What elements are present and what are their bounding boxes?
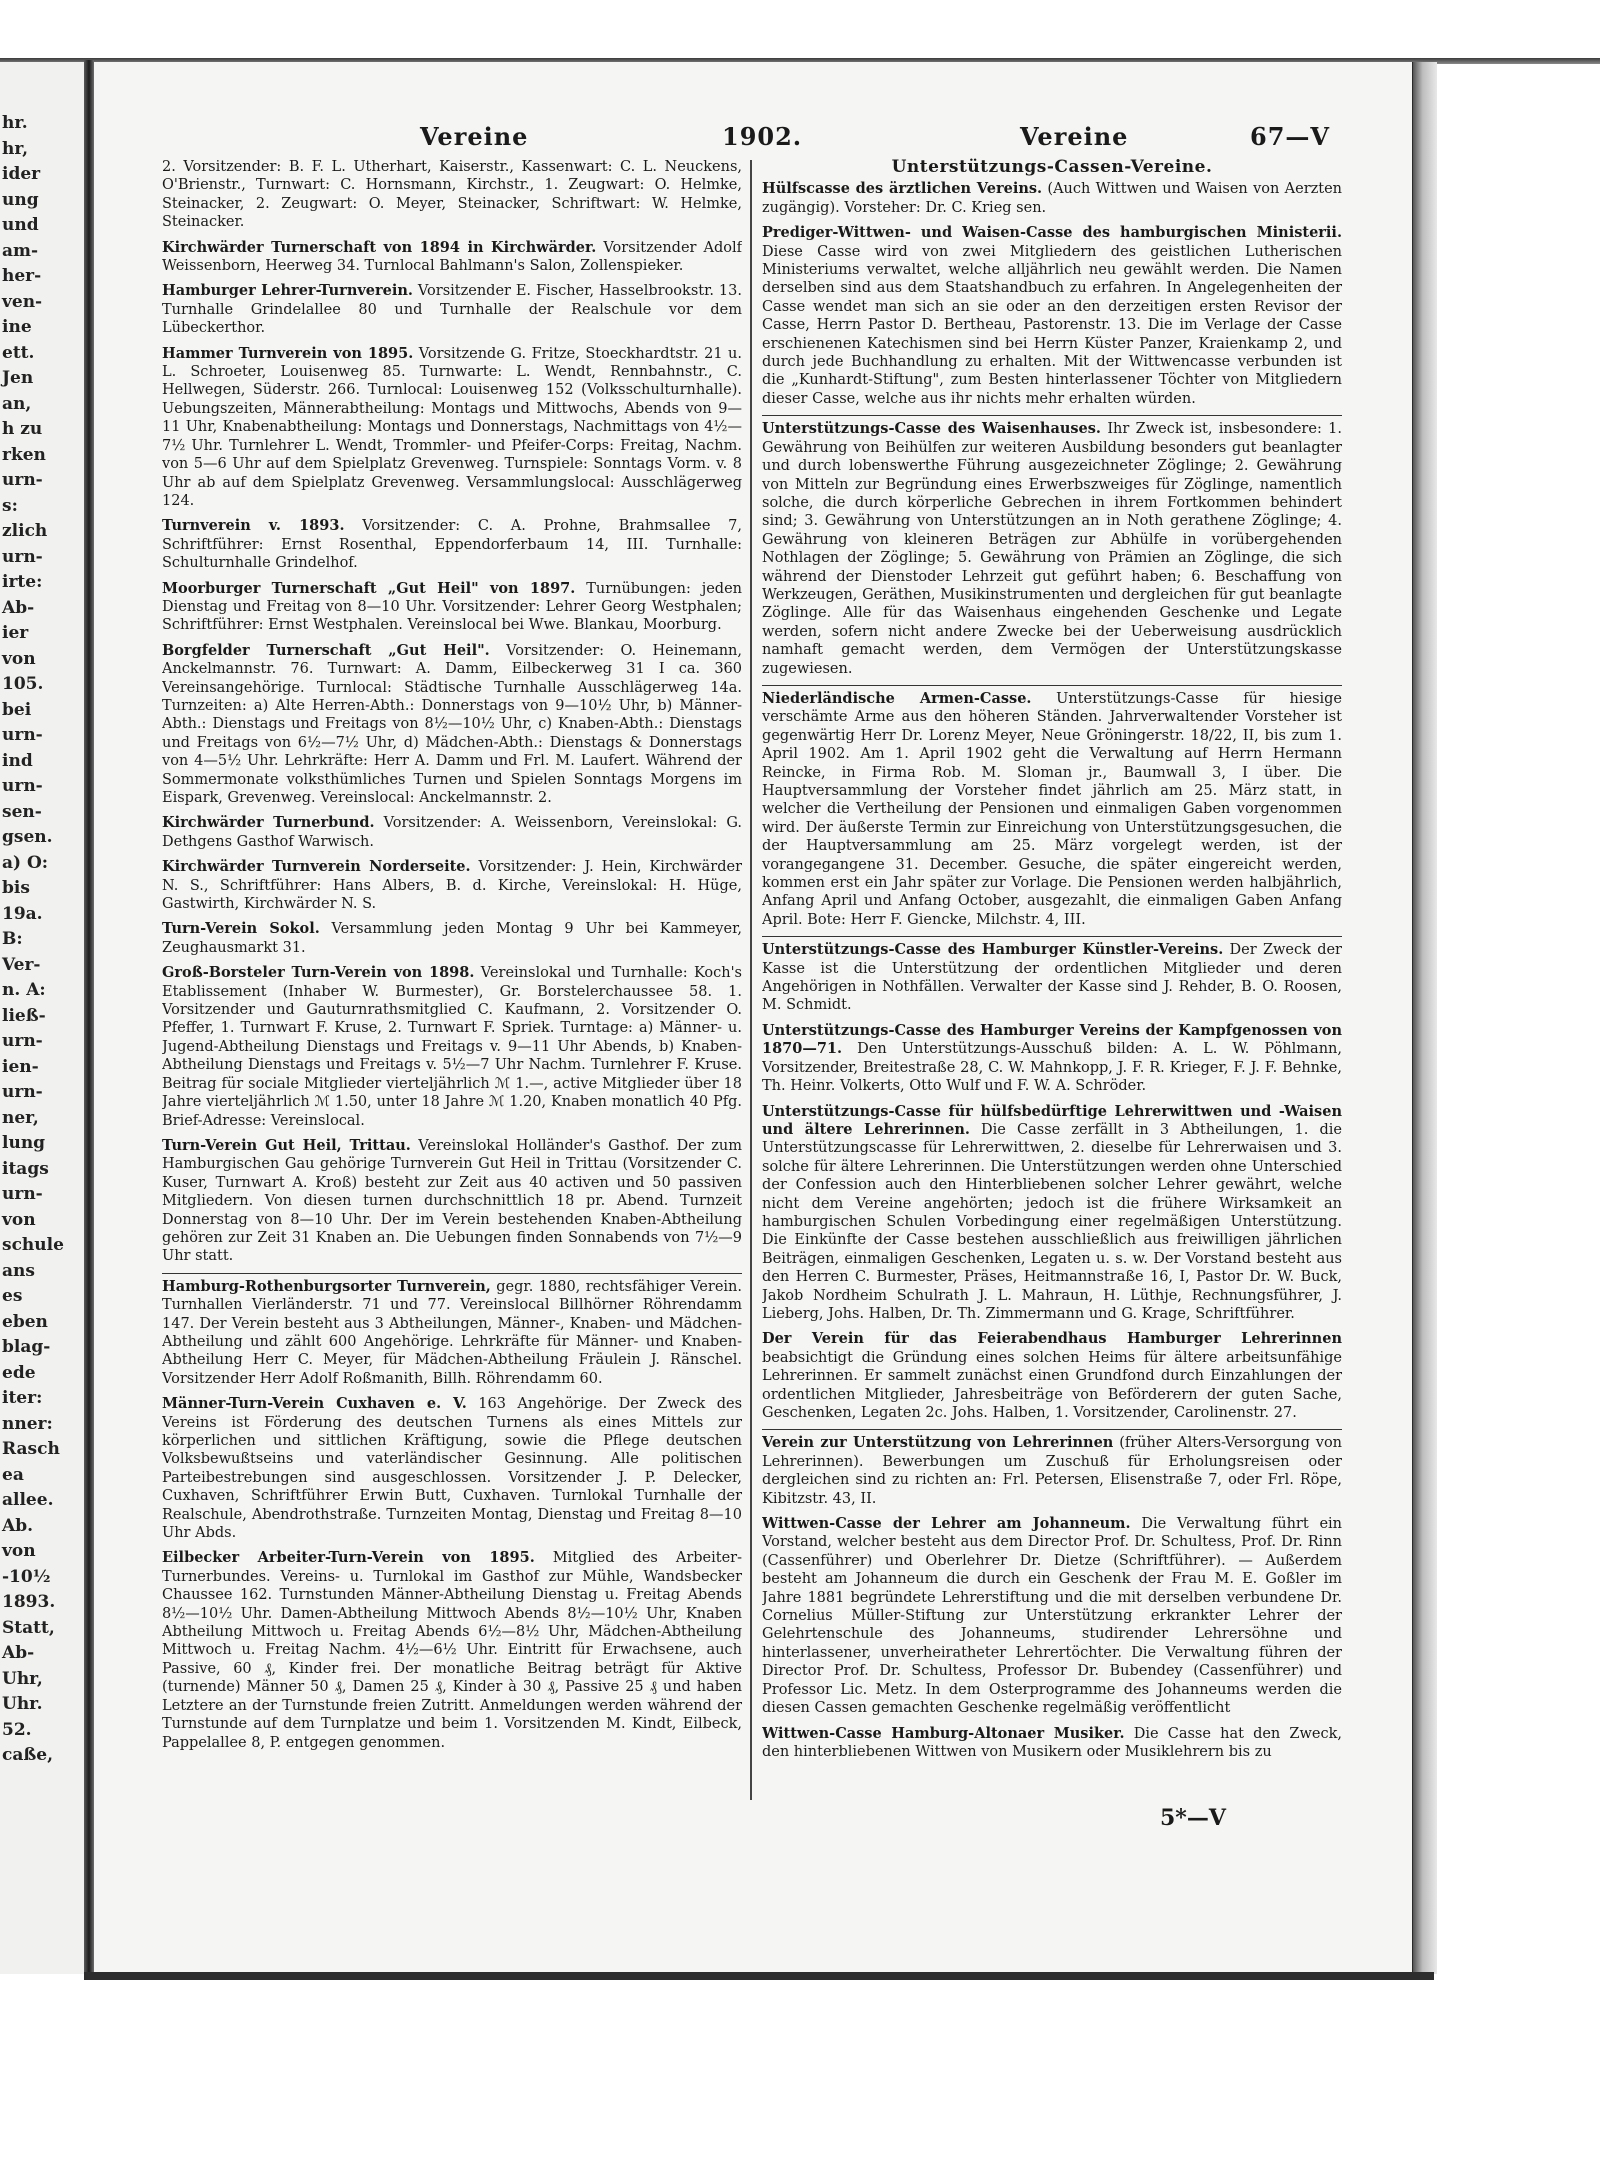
facing-page-fragment bbox=[0, 62, 84, 1974]
entry-title: Eilbecker Arbeiter-Turn-Verein von 1895. bbox=[162, 1549, 535, 1567]
facing-page-text-fragment: bei bbox=[2, 699, 32, 720]
facing-page-text-fragment: von bbox=[2, 648, 36, 669]
entry-text: (Auch Wittwen und Waisen von Aerzten zugängig). Vorsteher: Dr. C. Krieg sen. bbox=[762, 181, 1342, 216]
facing-page-text-fragment: blag- bbox=[2, 1337, 51, 1357]
entry bbox=[762, 1022, 1342, 1096]
facing-page-text-fragment: ven- bbox=[2, 291, 43, 312]
facing-page-text-fragment: Jen bbox=[2, 368, 34, 388]
entry-title: Turn-Verein Gut Heil, Trittau. bbox=[162, 1136, 411, 1154]
facing-page-text-fragment: nner: bbox=[2, 1413, 53, 1434]
entry bbox=[162, 1273, 742, 1388]
entry bbox=[162, 580, 742, 635]
entry-text: Vorsitzender: O. Heinemann, Anckelmannstr. 76. Turnwart: A. Damm, Eilbeckerweg 31 I ca. 360 Vereinsangehörige. Turnlocal: Städtische Turnhalle Ausschlägerweg 14a. Turnzeiten: a) Alte Herren-Abth.: Donnerstags von 9—10½ Uhr, b) Männer-Abth.: Dienstags und Freitags von 8½—10½ Uhr, c) Knaben-Abth.: Dienstags und Freitags von 6½—7½ Uhr, d) Mädchen-Abth.: Dienstags & Donnerstags von 4—5½ Uhr. Lehrkräfte: Herr A. Damm und Frl. M. Laufert. Während der Sommermonate volksthümliches Turnen und Spielen Sonntags Morgens im Eispark, Grevenweg. Vereinslocal: Anckelmannstr. 2. bbox=[162, 642, 742, 806]
facing-page-text-fragment: zlich bbox=[2, 521, 48, 541]
entry bbox=[762, 1103, 1342, 1324]
facing-page-text-fragment: an, bbox=[2, 393, 32, 414]
entry-title: Unterstützungs-Casse für hülfsbedürftige Lehrerwittwen und -Waisen und ältere Lehrerinnen. bbox=[762, 1102, 1342, 1138]
facing-page-text-fragment: caße, bbox=[2, 1745, 54, 1765]
entry bbox=[162, 964, 742, 1130]
facing-page-text-fragment: gsen. bbox=[2, 827, 53, 847]
entry-title: Hamburg-Rothenburgsorter Turnverein, bbox=[162, 1277, 491, 1295]
facing-page-text-fragment: 52. bbox=[2, 1719, 32, 1740]
entry-title: Niederländische Armen-Casse. bbox=[762, 689, 1032, 707]
section-title: Unterstützungs-Cassen-Vereine. bbox=[891, 158, 1213, 177]
facing-page-text-fragment: ung bbox=[2, 189, 39, 210]
book-spine bbox=[84, 60, 94, 1975]
entry-title: Turn-Verein Sokol. bbox=[162, 920, 320, 938]
entry-text: Vereinslokal und Turnhalle: Koch's Etablissement (Inhaber W. Burmester), Gr. Borstelerchaussee 58. 1. Vorsitzender und Gauturnrathsmitglied C. Kaufmann, 2. Vorsitzender O. Pfeffer, 1. Turnwart F. Kruse, 2. Turnwart F. Spriek. Turntage: a) Männer- u. Jugend-Abtheilung Dienstags und Freitags v. 9—11 Uhr Abends, b) Knaben-Abtheilung Dienstags und Freitags v. 5½—7 Uhr Nachm. Turnlehrer F. Kruse. Beitrag für sociale Mitglieder vierteljährlich ℳ 1.—, active Mitglieder über 18 Jahre vierteljährlich ℳ 1.50, unter 18 Jahre ℳ 1.20, Knaben monatlich 40 Pfg. Brief-Adresse: Vereinslocal. bbox=[162, 965, 742, 1129]
page-number: 67—V bbox=[1250, 122, 1331, 151]
facing-page-text-fragment: her- bbox=[2, 266, 42, 286]
running-head-year: 1902. bbox=[722, 122, 803, 151]
signature-mark: 5*—V bbox=[1160, 1805, 1226, 1831]
entry bbox=[162, 517, 742, 572]
entry bbox=[162, 1137, 742, 1266]
facing-page-text-fragment: h zu bbox=[2, 419, 43, 439]
facing-page-text-fragment: ett. bbox=[2, 342, 35, 363]
entry-text: Diese Casse wird von zwei Mitgliedern des geistlichen Lutherischen Ministeriums verwaltet, welche alljährlich neu gewählt werden. Die Namen derselben sind aus dem Staatshandbuch zu erfahren. In Angelegenheiten der Casse wendet man sich an sie oder an den derzeitigen ersten Revisor der Casse, Herrn Pastor D. Bertheau, Pastorenstr. 13. Die im Verlage der Casse erschienenen Katechismen sind bei Herrn Küster Panzer, Kraienkamp 2, und durch jede Buchhandlung zu erhalten. Mit der Wittwencasse verbunden ist die „Kunhardt-Stiftung", zum Besten hinterlassener Töchter von Mitgliedern dieser Casse, welche aus ihr nichts mehr erhalten würden. bbox=[762, 243, 1342, 407]
running-head-left: Vereine bbox=[420, 122, 529, 151]
facing-page-text-fragment: -10½ bbox=[2, 1566, 51, 1587]
facing-page-text-fragment: ede bbox=[2, 1362, 36, 1383]
entry-title: Kirchwärder Turnerschaft von 1894 in Kirchwärder. bbox=[162, 238, 597, 256]
entry-text: Unterstützungs-Casse für hiesige verschämte Arme aus den höheren Ständen. Jahrverwaltender Vorsteher ist gegenwärtig Herr Dr. Lorenz Meyer, Neue Gröningerstr. 18/22, II, bis zum 1. April 1902. Am 1. April 1902 geht die Verwaltung auf Herrn Hermann Reincke, in Firma Rob. M. Sloman jr., Baumwall 3, I über. Die Hauptversammlung der Vorsteher findet jährlich am 25. März statt, in welcher die Vertheilung der Pensionen und einmaligen Gaben vorgenommen wird. Der äußerste Termin zur Einreichung von Unterstützungsgesuchen, die der Hauptversammlung am 25. März vorgelegt werden, ist der vorangegangene 31. December. Gesuche, die später eingereicht werden, kommen erst ein Jahr später zur Vorlage. Die Pensionen werden halbjährlich, Anfang April und Anfang October, ausgezahlt, die einmaligen Gaben Anfang April. Bote: Herr F. Giencke, Milchstr. 4, III. bbox=[762, 690, 1342, 928]
facing-page-text-fragment: allee. bbox=[2, 1490, 54, 1510]
facing-page-text-fragment: sen- bbox=[2, 801, 42, 822]
entry-text: Versammlung jeden Montag 9 Uhr bei Kammeyer, Zeughausmarkt 31. bbox=[162, 921, 742, 956]
column-rule bbox=[750, 160, 752, 1800]
facing-page-text-fragment: a) O: bbox=[2, 852, 49, 873]
scan-background bbox=[0, 0, 1600, 62]
entry-title: Verein zur Unterstützung von Lehrerinnen bbox=[762, 1434, 1114, 1452]
facing-page-text-fragment: ner, bbox=[2, 1107, 39, 1128]
entry-title: Hülfscasse des ärztlichen Vereins. bbox=[762, 180, 1043, 198]
facing-page-text-fragment: bis bbox=[2, 878, 30, 898]
facing-page-text-fragment: von bbox=[2, 1209, 36, 1230]
entry bbox=[762, 1429, 1342, 1508]
entry-text: beabsichtigt die Gründung eines solchen Heims für ältere arbeitsunfähige Lehrerinnen. Er sammelt zunächst einen Grundfond durch Einzahlungen der ordentlichen Mitglieder, Jahresbeiträge von Beförderern der guten Sache, Geschenken, Legaten 2c. Johs. Halben, 1. Vorsitzender, Carolinenstr. 27. bbox=[762, 1349, 1342, 1421]
facing-page-text-fragment: urn- bbox=[2, 470, 43, 490]
entry-title: Kirchwärder Turnerbund. bbox=[162, 814, 375, 832]
facing-page-text-fragment: hr. bbox=[2, 113, 28, 133]
entry-title: Kirchwärder Turnverein Norderseite. bbox=[162, 858, 471, 876]
facing-page-text-fragment: ea bbox=[2, 1464, 24, 1485]
facing-page-text-fragment: schule bbox=[2, 1235, 64, 1255]
entry-text: Vorsitzender: A. Weissenborn, Vereinslokal: G. Dethgens Gasthof Warwisch. bbox=[162, 815, 742, 850]
entry-text: Mitglied des Arbeiter-Turnerbundes. Vereins- u. Turnlokal im Gasthof zur Mühle, Wandsbecker Chaussee 162. Turnstunden Männer-Abtheilung Dienstag u. Freitag Abends 8½—10½ Uhr. Damen-Abtheilung Mittwoch Abends 8½—10½ Uhr, Knaben Abtheilung Mittwoch u. Freitag Abends 6½—8½ Uhr, Mädchen-Abtheilung Mittwoch u. Freitag Nachm. 4½—6½ Uhr. Eintritt für Erwachsene, auch Passive, 60 ₰, Kinder frei. Der monatliche Beitrag beträgt für Aktive (turnende) Männer 50 ₰, Damen 25 ₰, Kinder à 30 ₰, Passive 25 ₰ und haben Letztere an der Turnstunde freien Zutritt. Anmeldungen werden während der Turnstunde auf dem Turnplatze und beim 1. Vorsitzenden M. Kindt, Eilbeck, Pappelallee 8, P. entgegen genommen. bbox=[162, 1550, 742, 1751]
facing-page-text-fragment: ließ- bbox=[2, 1005, 46, 1026]
facing-page-text-fragment: B: bbox=[2, 929, 23, 949]
facing-page-text-fragment: irte: bbox=[2, 572, 43, 592]
facing-page-text-fragment: ind bbox=[2, 750, 33, 771]
facing-page-text-fragment: s: bbox=[2, 495, 18, 516]
entry bbox=[162, 814, 742, 851]
entry bbox=[162, 345, 742, 511]
facing-page-text-fragment: 1893. bbox=[2, 1592, 56, 1612]
facing-page-text-fragment: urn- bbox=[2, 1184, 43, 1204]
entry-text: Den Unterstützungs-Ausschuß bilden: A. L. W. Pöhlmann, Vorsitzender, Breitestraße 28, C. W. Mahnkopp, J. F. R. Krieger, F. J. F. Behnke, Th. Heinr. Volkerts, Otto Wulf und F. W. A. Schröder. bbox=[762, 1041, 1342, 1095]
entry-title: Unterstützungs-Casse des Hamburger Vereins der Kampfgenossen von 1870—71. bbox=[762, 1021, 1342, 1058]
facing-page-text-fragment: ien- bbox=[2, 1056, 39, 1077]
entry bbox=[762, 1515, 1342, 1717]
entry-text: Vorsitzende G. Fritze, Stoeckhardtstr. 21 u. L. Schroeter, Louisenweg 85. Turnwarte: L. Wendt, Rennbahnstr., C. Hellwegen, Süderstr. 266. Turnlocal: Louisenweg 152 (Volksschulturnhalle). Uebungszeiten, Männerabtheilung: Montags und Mittwochs, Abends von 9—11 Uhr, Knabenabtheilung: Montags und Donnerstags, Nachmittags von 4½—7½ Uhr. Turnlehrer L. Wendt, Trommler- und Pfeifer-Corps: Freitag, Nachm. von 5—6 Uhr auf dem Spielplatz Grevenweg. Turnspiele: Sonntags Vorm. v. 8 Uhr ab auf dem Spielplatz Grevenweg. Versammlungslocal: Ausschlägerweg 124. bbox=[162, 345, 742, 509]
facing-page-text-fragment: Ab. bbox=[2, 1515, 33, 1536]
facing-page-text-fragment: hr, bbox=[2, 138, 28, 159]
facing-page-text-fragment: es bbox=[2, 1286, 23, 1306]
facing-page-text-fragment: urn- bbox=[2, 776, 43, 796]
facing-page-text-fragment: Ver- bbox=[2, 954, 41, 975]
entry-text: Ihr Zweck ist, insbesondere: 1. Gewährung von Beihülfen zur weiteren Ausbildung besonders gut beanlagter und durch lobenswerthe Führung ausgezeichneter Zöglinge; 2. Gewährung von Mitteln zur Begründung eines Erwerbszweiges für Zöglinge, namentlich solche, die durch körperliche Gebrechen in ihrem Fortkommen behindert sind; 3. Gewährung von Unterstützungen an in Noth gerathene Zöglinge; 4. Gewährung von kleineren Beträgen zur Abhülfe in vorübergehenden Nothlagen der Zöglinge; 5. Gewährung von Prämien an Zöglinge, die sich während der Dienstoder Lehrzeit gut geführt haben; 6. Beschaffung von Werkzeugen, Geräthen, Musikinstrumenten und dergleichen für gut beanlagte Zöglinge. Alle für das Waisenhaus eingehenden Geschenke und Legate werden, sofern nicht andere Zwecke bei der Ueberweisung ausdrücklich namhaft gemacht werden, dem Vermögen der Unterstützungskasse zugewiesen. bbox=[762, 421, 1342, 677]
facing-page-text-fragment: urn- bbox=[2, 546, 43, 567]
entry bbox=[162, 1549, 742, 1751]
entry-title: Wittwen-Casse der Lehrer am Johanneum. bbox=[762, 1515, 1131, 1533]
entry-text: Vorsitzender Adolf Weissenborn, Heerweg 34. Turnlocal Bahlmann's Salon, Zollenspieker. bbox=[162, 239, 742, 275]
facing-page-text-fragment: eben bbox=[2, 1311, 48, 1332]
facing-page-text-fragment: von bbox=[2, 1541, 36, 1561]
entry bbox=[162, 239, 742, 276]
entry-title: Hammer Turnverein von 1895. bbox=[162, 344, 414, 362]
entry-text: Die Casse zerfällt in 3 Abtheilungen, 1. die Unterstützungscasse für Lehrerwittwen, 2. dieselbe für Lehrerwaisen und 3. solche für ältere Lehrerinnen. Die Unterstützungen werden ohne Unterschied der Confession auch den Hinterbliebenen solcher Lehrer gewährt, welche nicht dem Vereine angehörten; jedoch ist die frühere Wirksamkeit an hamburgischen Schulen Vorbedingung einer regelmäßigen Unterstützung. Die Einkünfte der Casse bestehen ausschließlich aus freiwilligen jährlichen Beiträgen, einmaligen Geschenken, Legaten u. s. w. Der Vorstand besteht aus den Herren C. Burmester, Präses, Heitmannstraße 16, I, Pastor Dr. W. Buck, Jakob Nordheim Schulrath J. L. Mahraun, H. Lüthje, Rechnungsführer, J. Lieberg, Johs. Halben, Dr. Th. Zimmermann und G. Krage, Schriftführer. bbox=[762, 1121, 1342, 1322]
entry-text: Vorsitzender E. Fischer, Hasselbrookstr. 13. Turnhalle Grindelallee 80 und Turnhalle der Realschule vor dem Lübeckerthor. bbox=[162, 283, 742, 337]
entry bbox=[162, 642, 742, 808]
facing-page-text-fragment: urn- bbox=[2, 1082, 43, 1102]
facing-page-text-fragment: itags bbox=[2, 1158, 49, 1179]
facing-page-text-fragment: am- bbox=[2, 240, 39, 261]
entry-title: Unterstützungs-Casse des Hamburger Künstler-Vereins. bbox=[762, 941, 1224, 959]
facing-page-text-fragment: lung bbox=[2, 1133, 46, 1153]
entry bbox=[162, 858, 742, 913]
facing-page-text-fragment: 19a. bbox=[2, 903, 43, 924]
facing-page-text-fragment: ine bbox=[2, 317, 32, 337]
entry-title: Hamburger Lehrer-Turnverein. bbox=[162, 282, 413, 300]
facing-page-text-fragment: ans bbox=[2, 1260, 35, 1281]
entry-title: Moorburger Turnerschaft „Gut Heil" von 1897. bbox=[162, 579, 576, 597]
entry bbox=[762, 180, 1342, 217]
entry bbox=[762, 415, 1342, 678]
entry-text: Vereinslokal Holländer's Gasthof. Der zum Hamburgischen Gau gehörige Turnverein Gut Heil in Trittau (Vorsitzender C. Kuser, Turnwart A. Kroß) besteht zur Zeit aus 40 activen und 50 passiven Mitgliedern. Von diesen turnen durchschnittlich 18 pr. Abend. Turnzeit Donnerstag von 8—10 Uhr. Der im Verein bestehenden Knaben-Abtheilung gehören zur Zeit 31 Knaben an. Die Uebungen finden Sonnabends von 7½—9 Uhr statt. bbox=[162, 1137, 742, 1265]
facing-page-text-fragment: urn- bbox=[2, 725, 43, 745]
facing-page-text-fragment: Uhr, bbox=[2, 1668, 43, 1689]
facing-page-text-fragment: urn- bbox=[2, 1031, 43, 1051]
entry-title: Der Verein für das Feierabendhaus Hamburger Lehrerinnen bbox=[762, 1330, 1342, 1348]
entry bbox=[762, 1330, 1342, 1422]
facing-page-text-fragment: Rasch bbox=[2, 1439, 60, 1459]
entry-text: Vorsitzender: C. A. Prohne, Brahmsallee 7, Schriftführer: Ernst Rosenthal, Eppendorferbaum 14, III. Turnhalle: Schulturnhalle Grindelhof. bbox=[162, 518, 742, 572]
facing-page-text-fragment: iter: bbox=[2, 1388, 43, 1408]
entry-title: Prediger-Wittwen- und Waisen-Casse des hamburgischen Ministerii. bbox=[762, 224, 1342, 242]
entry-title: Borgfelder Turnerschaft „Gut Heil". bbox=[162, 641, 490, 659]
running-head-right: Vereine bbox=[1020, 122, 1129, 151]
page-edge-shadow bbox=[1413, 62, 1437, 1974]
entry bbox=[762, 685, 1342, 929]
entry-text: (früher Alters-Versorgung von Lehrerinnen). Bewerbungen um Zuschuß für Erholungsreisen oder dergleichen sind zu richten an: Frl. Petersen, Elisenstraße 7, oder Frl. Röpe, Kibitzstr. 43, II. bbox=[762, 1435, 1342, 1507]
entry bbox=[762, 1725, 1342, 1762]
entry bbox=[762, 936, 1342, 1015]
entry-text: gegr. 1880, rechtsfähiger Verein. Turnhallen Vierländerstr. 71 und 77. Vereinslocal Billhörner Röhrendamm 147. Der Verein besteht aus 3 Abtheilungen, Männer-, Knaben- und Mädchen-Abtheilung und zählt 600 Angehörige. Lehrkräfte für Männer- und Knaben-Abtheilung Herr C. Meyer, für Mädchen-Abtheilung Fräulein J. Ränschel. Vorsitzender Herr Adolf Roßmanith, Billh. Röhrendamm 60. bbox=[162, 1278, 742, 1387]
entry-title: Männer-Turn-Verein Cuxhaven e. V. bbox=[162, 1395, 467, 1413]
entry-text: Vorsitzender: J. Hein, Kirchwärder N. S., Schriftführer: Hans Albers, B. d. Kirche, Vereinslokal: H. Hüge, Gastwirth, Kirchwärder N. S. bbox=[162, 859, 742, 913]
facing-page-text-fragment: und bbox=[2, 215, 39, 235]
right-column bbox=[762, 158, 1342, 1798]
entry-text: 2. Vorsitzender: B. F. L. Utherhart, Kaiserstr., Kassenwart: C. L. Neuckens, O'Brienstr., Turnwart: C. Hornsmann, Kirchstr., 1. Zeugwart: O. Helmke, Steinacker, 2. Zeugwart: O. Meyer, Steinacker, Schriftwart: W. Helmke, Steinacker. bbox=[162, 159, 742, 231]
entry bbox=[162, 920, 742, 957]
entry-title: Groß-Borsteler Turn-Verein von 1898. bbox=[162, 964, 475, 982]
facing-page-text-fragment: ider bbox=[2, 164, 41, 184]
scan-edge-bottom bbox=[84, 1972, 1434, 1980]
facing-page-text-fragment: Statt, bbox=[2, 1617, 55, 1638]
entry-title: Turnverein v. 1893. bbox=[162, 517, 345, 535]
entry-text: Die Casse hat den Zweck, den hinterbliebenen Wittwen von Musikern oder Musiklehrern bis zu bbox=[762, 1725, 1342, 1760]
entry-title: Wittwen-Casse Hamburg-Altonaer Musiker. bbox=[762, 1724, 1125, 1742]
entry-text: Der Zweck der Kasse ist die Unterstützung der ordentlichen Mitglieder und deren Angehörigen in Nothfällen. Verwalter der Kasse sind J. Rehder, B. O. Roosen, M. Schmidt. bbox=[762, 942, 1342, 1014]
entry bbox=[162, 282, 742, 337]
facing-page-text-fragment: rken bbox=[2, 444, 46, 465]
entry bbox=[162, 1395, 742, 1542]
facing-page-text-fragment: n. A: bbox=[2, 980, 46, 1000]
left-column bbox=[162, 158, 742, 1838]
entry-text: 163 Angehörige. Der Zweck des Vereins ist Förderung des deutschen Turnens als eines Mittels zur körperlichen und sittlichen Kräftigung, sowie die Pflege deutschen Volksbewußtseins und vaterländischer Gesinnung. Alle politischen Parteibestrebungen sind ausgeschlossen. Vorsitzender J. P. Delecker, Cuxhaven, Schriftführer Erwin Butt, Cuxhaven. Turnlokal Turnhalle der Realschule, Abendrothstraße. Turnzeiten Montag, Dienstag und Freitag 8—10 Uhr Abds. bbox=[162, 1396, 742, 1542]
entry-text: Die Verwaltung führt ein Vorstand, welcher besteht aus dem Director Prof. Dr. Schultess, Prof. Dr. Rinn (Cassenführer) und Oberlehrer Dr. Dietze (Schriftführer). — Außerdem besteht am Johanneum die durch ein Geschenk der Frau M. E. Goßler im Jahre 1881 begründete Lehrerstiftung und die mit derselben verbundene Dr. Cornelius Müller-Stiftung zur Unterstützung erkrankter Lehrer der Gelehrtenschule des Johanneums, studirender Lehrersöhne und hinterlassener, unverheiratheter Lehrertöchter. Die Verwaltung führen der Director Prof. Dr. Schultess, Professor Dr. Bubendey (Cassenführer) und Professor Lic. Metz. In dem Osterprogramme des Johanneums werden die diesen Cassen gemachten Geschenke regelmäßig veröffentlicht bbox=[762, 1516, 1342, 1717]
facing-page-text-fragment: 105. bbox=[2, 674, 44, 694]
facing-page-text-fragment: Uhr. bbox=[2, 1694, 43, 1714]
entry bbox=[762, 224, 1342, 408]
entry bbox=[162, 158, 742, 232]
facing-page-text-fragment: Ab- bbox=[2, 1643, 35, 1663]
entry-text: Turnübungen: jeden Dienstag und Freitag von 8—10 Uhr. Vorsitzender: Lehrer Georg Westphalen; Schriftführer: Ernst Westphalen. Vereinslocal bei Wwe. Blankau, Moorburg. bbox=[162, 580, 742, 634]
facing-page-text-fragment: Ab- bbox=[2, 597, 35, 618]
facing-page-text-fragment: ier bbox=[2, 623, 29, 643]
entry-title: Unterstützungs-Casse des Waisenhauses. bbox=[762, 420, 1101, 438]
